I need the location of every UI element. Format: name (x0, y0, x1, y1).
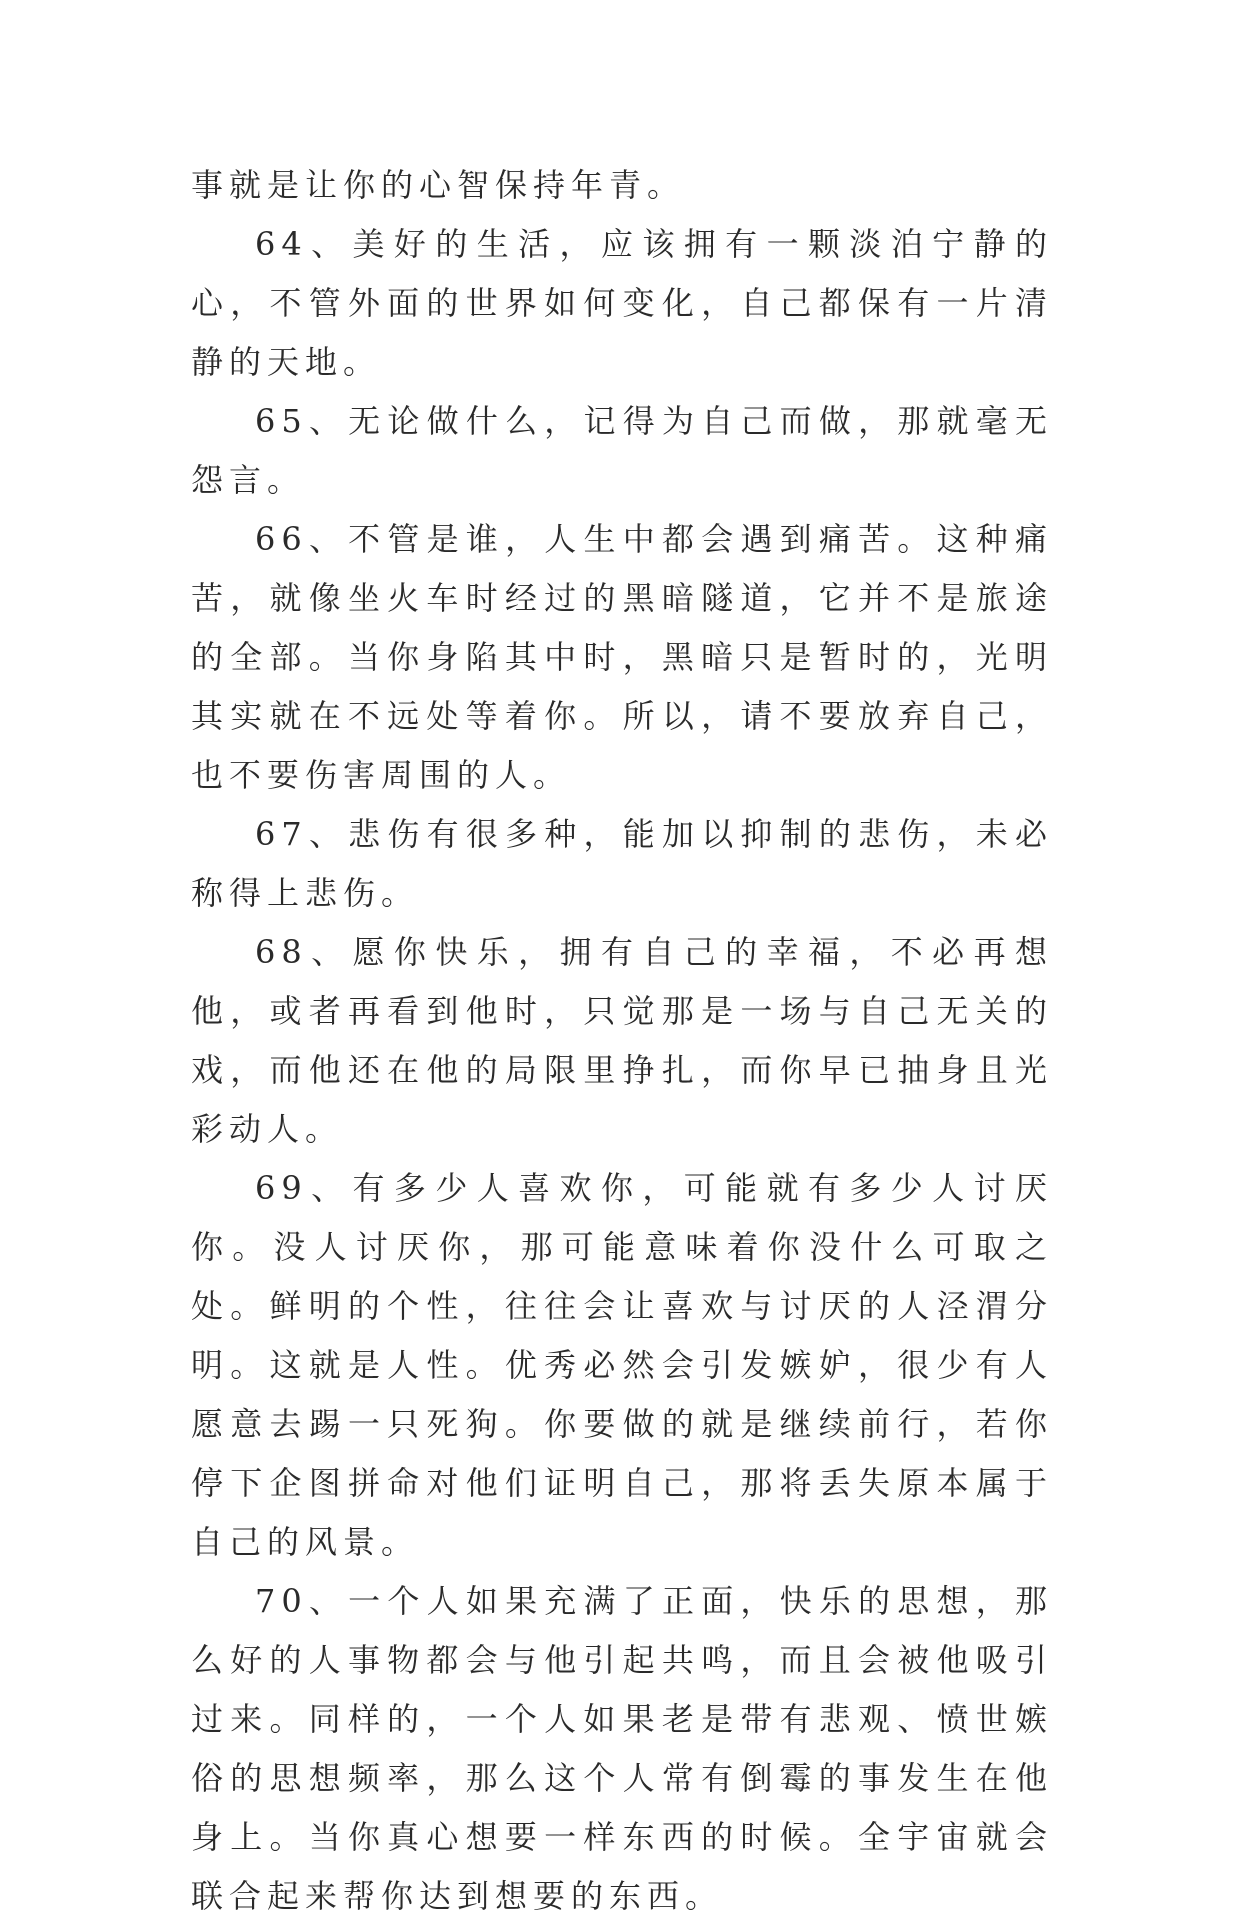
paragraph-65: 65、无论做什么，记得为自己而做，那就毫无怨言。 (191, 402, 1053, 499)
paragraph-70: 70、一个人如果充满了正面，快乐的思想，那么好的人事物都会与他引起共鸣，而且会被他吸引过来。同样的，一个人如果老是带有悲观、愤世嫉俗的思想频率，那么这个人常有倒霉的事发生在他身上。当你真心想要一样东西的时候。全宇宙就会联合起来帮你达到想要的东西。 (191, 1582, 1053, 1915)
paragraph-69: 69、有多少人喜欢你，可能就有多少人讨厌你。没人讨厌你，那可能意味着你没什么可取之处。鲜明的个性，往往会让喜欢与讨厌的人泾渭分明。这就是人性。优秀必然会引发嫉妒，很少有人愿意去踢一只死狗。你要做的就是继续前行，若你停下企图拼命对他们证明自己，那将丢失原本属于自己的风景。 (191, 1169, 1053, 1561)
paragraph-67: 67、悲伤有很多种，能加以抑制的悲伤，未必称得上悲伤。 (191, 815, 1053, 912)
document-body (191, 156, 1053, 1926)
paragraph-66: 66、不管是谁，人生中都会遇到痛苦。这种痛苦，就像坐火车时经过的黑暗隧道，它并不是旅途的全部。当你身陷其中时，黑暗只是暂时的，光明其实就在不远处等着你。所以，请不要放弃自己，也不要伤害周围的人。 (191, 520, 1053, 794)
paragraph-64: 64、美好的生活，应该拥有一颗淡泊宁静的心，不管外面的世界如何变化，自己都保有一片清静的天地。 (191, 225, 1053, 381)
paragraph-continuation: 事就是让你的心智保持年青。 (191, 166, 686, 204)
paragraph-68: 68、愿你快乐，拥有自己的幸福，不必再想他，或者再看到他时，只觉那是一场与自己无关的戏，而他还在他的局限里挣扎，而你早已抽身且光彩动人。 (191, 933, 1053, 1148)
